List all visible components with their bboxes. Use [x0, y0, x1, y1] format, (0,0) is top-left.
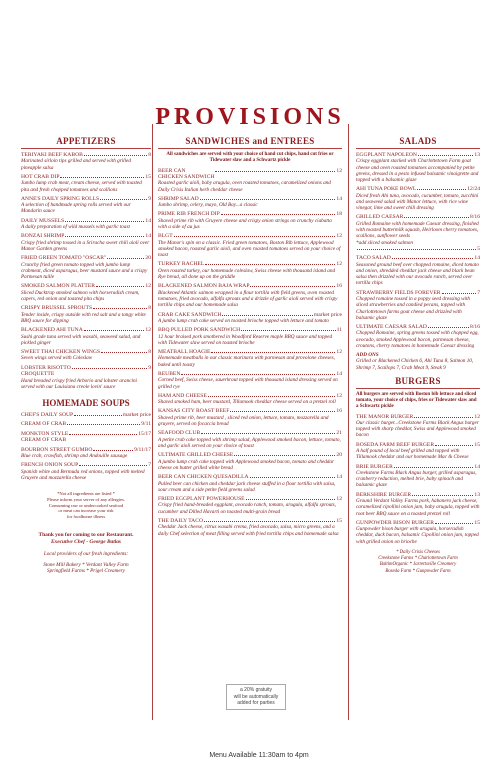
menu-item-line [21, 412, 151, 418]
soups-heading: HOMEMADE SOUPS [42, 397, 130, 408]
menu-item-price: 15/17 [138, 430, 151, 437]
dot-leader [414, 417, 473, 418]
menu-item-name: THE DAILY TACO [158, 517, 203, 524]
menu-item [21, 283, 151, 302]
dot-leader [221, 214, 336, 215]
menu-item-name: SMOKED SALMON PLATTER [21, 283, 95, 290]
menu-item [356, 464, 480, 489]
page-title: PROVISIONS [155, 104, 345, 130]
menu-item-description: Hand breaded crispy fried Arborio and lobster arancini served with our Louisiana creole lovin' sauce [21, 377, 137, 390]
menu-item [158, 496, 342, 515]
dot-leader [93, 450, 133, 451]
menu-item-name: BEER CAN CHICKEN QUESADILLA [158, 474, 249, 481]
dot-leader [435, 445, 473, 446]
dot-leader [215, 171, 335, 172]
menu-item-name: HOT CRAB DIP [21, 173, 60, 180]
menu-item [21, 327, 151, 346]
menu-item-description: Tender inside, crispy outside with red salt and a tangy white BBQ sauce for dipping [21, 311, 146, 324]
menu-item [356, 520, 480, 545]
menu-item-extra [356, 246, 480, 252]
dot-leader [222, 315, 312, 316]
appetizers-heading: APPETIZERS [21, 136, 151, 149]
menu-item [21, 412, 151, 418]
dot-leader [357, 249, 476, 250]
menu-item-description: Jumbo lump crab meat, cream cheese, served with toasted pita and fresh chopped tomatoes and scallions [21, 180, 142, 193]
menu-item [21, 305, 151, 324]
menu-item-price: 8/16 [470, 323, 480, 330]
dot-leader [204, 521, 335, 522]
menu-item-name: MONKTON STYLE CREAM OF CRAB [21, 430, 69, 444]
providers-line: Springfield Farms * Prigel Creamery [47, 568, 125, 575]
menu-item [21, 421, 151, 427]
left-column [21, 136, 151, 575]
menu-item-price: 20 [145, 255, 151, 262]
menu-item [21, 462, 151, 481]
chef-name: Executive Chef - George Batlas [50, 538, 122, 545]
menu-item [21, 349, 151, 362]
menu-item-name: SHRIMP SALAD [158, 195, 199, 202]
menu-item-name: BOSEDA FARM BEEF BURGER [356, 441, 435, 448]
menu-item-name: SEAFOOD CLUB [158, 430, 201, 437]
menu-item-description: A jumbo lump crab cake served on toasted brioche topped with lettuce and tomato [158, 317, 329, 324]
menu-item-description: A daily preparation of wild mussels with garlic toast [21, 224, 130, 231]
menu-item-price: 11 [336, 327, 342, 334]
menu-item-price: market price [313, 311, 342, 318]
menu-item-name: REUBEN [158, 370, 181, 377]
menu-item [158, 283, 342, 308]
menu-item-name: ANNE'S DAILY SPRING ROLLS [21, 195, 100, 202]
menu-item-name: DAILY MUSSELS [21, 217, 65, 224]
menu-item-price: 8 [148, 152, 151, 158]
menu-item [356, 324, 480, 349]
menu-item-description: A petite crab cake topped with shrimp salad, Applewood smoked bacon, lettuce, tomato, and garlic aioli served on your choice of toast [158, 436, 341, 450]
menu-item [158, 518, 342, 537]
dot-leader [394, 467, 474, 468]
menu-item-price: 8 [148, 349, 151, 356]
menu-item-description: Homemade meatballs in our classic marinara with parmesan and provolone cheeses, baked until toasty [158, 355, 335, 368]
dot-leader [442, 293, 477, 294]
menu-item-price: 15 [474, 441, 480, 448]
menu-item-name: BBQ PULLED PORK SANDWICH [158, 327, 241, 334]
menu-item-price: 9 [148, 195, 151, 202]
menu-item-description: Oven roasted turkey, our homemade coleslaw, Swiss cheese with thousand island and Rye bread, all done up on the griddle [158, 267, 336, 281]
dot-leader [230, 411, 335, 412]
menu-item-description: Crispy eggplant stacked with Charlottetown Farm goat cheese and oven roasted tomatoes accompanied by petite greens, dressed in a pesto infused balsamic vinaigrette and topped with a balsamic glaze [356, 158, 479, 184]
menu-item [158, 349, 342, 368]
menu-item [21, 233, 151, 252]
soups-list [21, 412, 151, 481]
menu-item-price: 20 [336, 452, 342, 459]
menu-item-description: Diced fresh Ahi tuna, avocado, cucumber, tomato, zucchini and seaweed salad with Manor lettuce, with rice wine vinegar, lime and sweet chili dressing [356, 192, 479, 212]
note-line: for foodborne illness [66, 514, 106, 520]
menu-item-price: 14 [336, 195, 342, 202]
thank-you-note [21, 532, 151, 546]
menu-item [158, 312, 342, 325]
menu-item-description: Seven wings served with Coleslaw [21, 355, 93, 362]
menu-item [21, 365, 151, 390]
sandwiches-heading: SANDWICHES and ENTREES [158, 136, 342, 149]
menu-item-description: Spanish white and Bermuda red onions, topped with melted Gruyere and mozzarella cheese [21, 468, 145, 481]
dot-leader [200, 199, 336, 200]
menu-item [158, 327, 342, 346]
dot-leader [100, 199, 147, 200]
dot-leader [174, 236, 336, 237]
menu-item-price: 14 [474, 463, 480, 470]
menu-item-name: ULTIMATE GRILLED CHEESE [158, 452, 234, 459]
menu-item-description: Grilled Romaine with homemade Caesar dressing, finished with toasted buttermilk squash, Heirloom cherry tomatoes, scallions, sunflower seeds *add sliced smoked salmon [356, 220, 479, 246]
menu-item-name: HAM AND CHEESE [158, 392, 207, 399]
providers-line: Local providers of our fresh ingredients: [43, 550, 129, 557]
menu-item-line [21, 431, 151, 444]
menu-item-description: Our classic burger...Creekstone Farms Black Angus burger topped with sharp cheddar, Swiss and Applewood smoked bacon [356, 419, 479, 439]
dot-leader [241, 330, 335, 331]
dot-leader [69, 434, 137, 435]
menu-item [21, 174, 151, 193]
menu-item-description: Roasted garlic aioli, baby arugula, oven roasted tomatoes, caramelized onions and Daily Crisis Italian herb cheddar cheese [158, 180, 331, 193]
menu-item-description: Chopped romaine tossed in a poppy seed dressing with sliced strawberries and candied pecans, topped with Charlottetown farms goat cheese and drizzled with balsamic glaze [356, 296, 471, 321]
burgers-list [356, 414, 480, 545]
menu-item-price: 12/24 [467, 186, 480, 193]
menu-item-price: 12 [336, 233, 342, 240]
menu-item-description: Cheddar Jack cheese, citrus wasabi crema, fried avocado, salsa, micro greens, and a daily Chef selection of meat filling served with fried tortilla chips and homemade salsa [158, 524, 339, 537]
dot-leader [417, 189, 466, 190]
menu-item-name: BONZAI SHRIMP [21, 233, 65, 240]
menu-item-name: BRIE BURGER [356, 463, 393, 470]
menu-item-price: 14 [474, 255, 480, 262]
menu-item-description: Shaved prime rib with Gruyere cheese and crispy onion strings on crunchy ciabatta with a side of au jus [158, 217, 332, 231]
menu-item-description: Gunpowder bison burger with arugula, horseradish cheddar, duck bacon, balsamic Cipollini onion jam, topped with grilled onion on brioche [356, 526, 479, 545]
menu-item-price: 16 [336, 408, 342, 415]
menu-item-name: FRIED EGGPLANT POWERHOUSE [158, 496, 245, 503]
note-line: Consuming raw or undercooked seafood [48, 502, 124, 508]
menu-item-price: 8 [148, 305, 151, 312]
menu-item-name: TURKEY RACHEL [158, 261, 205, 268]
dot-leader [250, 286, 335, 287]
menu-item [158, 233, 342, 258]
menu-item-description: A jumbo lump crab cake topped with Applewood smoked bacon, tomato and cheddar cheese on butter grilled white bread [158, 458, 335, 471]
menu-item-name: TACO SALAD [356, 255, 391, 262]
menu-item-price: 14 [336, 370, 342, 377]
dot-leader [201, 433, 335, 434]
gratuity-line: a 20% gratuity [240, 687, 272, 693]
menu-item-name: ULTIMATE CAESAR SALAD [356, 323, 427, 330]
menu-item-price: 9 [148, 364, 151, 371]
menu-item-description: Blue crab, crawfish, shrimp and Andouille sausage [21, 453, 128, 460]
menu-item-name: LOBSTER RISOTTO CROQUETTE [21, 364, 71, 378]
dot-leader [84, 330, 145, 331]
menu-item-price: market price [122, 411, 151, 418]
menu-item-name: KANSAS CITY ROAST BEEF [158, 408, 230, 415]
burger-providers: * Daily Crisis Cheeses Creekstone Farms * Charlottetown Farm BaltimOrganic * Jarrettsville Creamery Boseda Farm * Gunpowder Farm [378, 549, 458, 574]
menu-item [356, 255, 480, 286]
dot-leader [211, 352, 335, 353]
menu-item-name: CHEF'S DAILY SOUP [21, 411, 74, 418]
salads-heading: SALADS [356, 136, 480, 149]
menu-item-description: A half pound of local beef grilled and topped with Tillamook cheddar and our homemade Mac & Cheese [356, 448, 469, 461]
menu-item [356, 152, 480, 183]
menu-item-price: 12 [145, 283, 151, 290]
menu-availability: Menu Available 11:30am to 4pm [209, 752, 309, 759]
menu-item [356, 442, 480, 461]
dot-leader [435, 523, 473, 524]
menu-item-price: 13 [474, 491, 480, 498]
menu-item-name: CREAM OF CRAB [21, 421, 67, 428]
dot-leader [181, 374, 335, 375]
menu-item [158, 168, 342, 193]
menu-item-name: PRIME RIB FRENCH DIP [158, 211, 220, 218]
menu-item [158, 474, 342, 493]
dot-leader [72, 368, 147, 369]
menu-item-extra-price: 5 [477, 245, 480, 252]
menu-item-price: 15 [474, 519, 480, 526]
menu-item-price: 8/16 [470, 214, 480, 221]
add-ons-title: ADD ONS [356, 352, 379, 359]
dot-leader [208, 396, 336, 397]
menu-item-price: 12 [336, 496, 342, 503]
middle-column [158, 136, 342, 540]
gratuity-box [226, 684, 286, 710]
menu-item [21, 196, 151, 215]
menu-item-name: FRIED GREEN TOMATO "OSCAR" [21, 255, 107, 262]
menu-item-price: 15 [336, 517, 342, 524]
thanks-line: Thank you for coming to our Restaurant. [38, 531, 134, 538]
menu-item-name: STRAWBERRY FIELDS FOREVER [356, 289, 441, 296]
dot-leader [234, 455, 335, 456]
menu-item-name: BLACKENED SALMON BAJA WRAP [158, 283, 250, 290]
menu-item-price: 12 [336, 261, 342, 268]
menu-item-name: GRILLED CAESAR [356, 214, 404, 221]
menu-item-price: 18 [336, 211, 342, 218]
menu-item-price: 9/11/17 [134, 446, 151, 453]
menu-item-description: 12 hour braised pork smothered in Woodford Reserve maple BBQ sauce and topped with Tidewater slaw served on toasted brioche [158, 333, 333, 346]
menu-item-price: 14 [336, 474, 342, 481]
menu-item-description: Chopped Romaine, spring greens tossed with chopped egg, avocado, smoked Applewood bacon, parmesan cheese, croutons, cherry tomatoes in homemade Caesar dressing [356, 330, 479, 349]
menu-item [158, 261, 342, 280]
menu-item-price: 7 [148, 462, 151, 469]
menu-item-price: 16 [336, 283, 342, 290]
menu-item-name: FRENCH ONION SOUP [21, 462, 79, 469]
menu-item-price: 12 [474, 413, 480, 420]
menu-item-description: Marinated sirloin tips grilled and served with grilled pineapple salsa [21, 158, 131, 171]
menu-item-name: BLGT [158, 233, 173, 240]
menu-item [158, 393, 342, 406]
menu-item [356, 492, 480, 517]
menu-item [21, 152, 151, 171]
dot-leader [96, 286, 144, 287]
menu-item [356, 214, 480, 252]
menu-item-name: AHI TUNA POKE BOWL [356, 186, 417, 193]
menu-item-name: THE MANOR BURGER [356, 413, 414, 420]
menu-item-description: Crispy fried hand-breaded eggplant, avocado ranch, tomato, arugula, alfalfa sprouts, cucumber and Dilled Havarti on toasted multi-grain bread [158, 502, 336, 515]
menu-item-description: Shaved smoked ham, beer mustard, Tillamook cheddar cheese served on a pretzel roll [158, 399, 336, 406]
menu-item-line [21, 421, 151, 427]
menu-item-price: 12 [336, 349, 342, 356]
burgers-heading: BURGERS [356, 376, 480, 389]
menu-item [21, 218, 151, 231]
menu-item-line [158, 168, 342, 181]
menu-item-description: Shaved prime rib, beer mustard , sliced red onion, lettuce, tomato, mozzarella and gruyere, served on focaccia bread [158, 414, 329, 428]
menu-item [158, 430, 342, 449]
menu-item-name: GUNPOWDER BISON BURGER [356, 519, 435, 526]
gratuity-line: will be automatically [233, 693, 279, 700]
providers-line: Stone Mill Bakery * Verdant Valley Farm [43, 561, 129, 568]
menu-item-price: 7 [477, 289, 480, 296]
menu-item-price: 13 [474, 152, 480, 158]
sandwiches-list [158, 168, 342, 537]
menu-item-name: MEATBALL HOAGIE [158, 349, 211, 356]
dot-leader [205, 264, 335, 265]
dot-leader [418, 155, 473, 156]
dot-leader [79, 465, 147, 466]
menu-item-name: BEER CAN CHICKEN SANDWICH [158, 167, 215, 180]
menu-item [158, 408, 342, 427]
add-ons [356, 352, 480, 371]
menu-item-name: TERIYAKI BEEF KABOB [21, 152, 83, 158]
menu-item-price: 21 [336, 430, 342, 437]
menu-item [21, 431, 151, 444]
gratuity-line: added for parties [237, 700, 275, 706]
providers-note [21, 551, 151, 575]
menu-item-name: EGGPLANT NAPOLEON [356, 152, 417, 158]
dot-leader [65, 236, 144, 237]
menu-item [158, 211, 342, 230]
menu-item [158, 196, 342, 209]
menu-item-price: 12 [336, 392, 342, 399]
menu-item-price: 12 [336, 167, 342, 174]
menu-item-line [21, 365, 151, 378]
menu-item-description: Pulled beer can chicken and cheddar jack cheese stuffed in a flour tortilla with salsa, sour cream and a side petite field greens salad [158, 480, 336, 493]
dot-leader [60, 177, 144, 178]
menu-item-description: Blackened Atlantic salmon wrapped in a flour tortilla with field greens, oven roasted tomatoes, fried avocado, alfalfa sprouts and a drizzle of garlic aioli served with crispy tortilla chips and our homemade salsa [158, 289, 338, 309]
menu-item-description: Sushi grade tuna served with wasabi, seaweed salad, and pickled ginger [21, 333, 141, 346]
burgers-intro: All burgers are served with Boston bib lettuce and sliced tomato, your choice of chips, fries or Tidewater slaw and a Schwartz pickle [356, 391, 477, 410]
dot-leader [412, 495, 473, 496]
menu-item-name: BOURBON STREET GUMBO [21, 446, 93, 453]
sandwiches-intro: All sandwiches are served with your choice of hand cut chips, hand cut fries or Tidewater slaw and a Schwartz pickle [166, 152, 334, 164]
menu-item-price: 14 [145, 233, 151, 240]
note-line: or meat can increase your risk [58, 508, 114, 514]
menu-item-name: BERKSHIRE BURGER [356, 491, 412, 498]
menu-item [21, 255, 151, 280]
menu-item-price: 9/11 [141, 421, 151, 428]
menu-item-description: The Manor's spin on a classic. Fried green tomatoes, Boston Bib lettuce, Applewood smoked bacon, roasted garlic aioli, and oven roasted tomatoes served on your choice of toast [158, 239, 341, 259]
dot-leader [107, 258, 144, 259]
menu-item-description: Jumbo shrimp, celery, mayo, Old Bay...a classic [158, 202, 258, 209]
menu-item-description: Crispy fried shrimp tossed in a Sriracha sweet chili aioli over Manor Garden greens [21, 239, 150, 252]
menu-item [21, 447, 151, 460]
dot-leader [392, 258, 474, 259]
right-column [356, 136, 480, 575]
allergy-note [21, 491, 151, 520]
menu-item [356, 414, 480, 439]
menu-item-price: 15 [145, 173, 151, 180]
dot-leader [84, 155, 147, 156]
menu-item-price: 12 [145, 327, 151, 334]
dot-leader [93, 308, 147, 309]
salads-list [356, 152, 480, 349]
menu-item-name: BLACKENED AHI TUNA [21, 327, 83, 334]
menu-item-description: Ground Verdant Valley Farms pork, habanero jack cheese, caramelized cipollini onion jam, baby arugula, topped with root beer BBQ sauce on a toasted pretzel roll [356, 498, 480, 517]
menu-item-price: 14 [145, 217, 151, 224]
note-line: Please inform your server of any allergies. [47, 496, 125, 502]
dot-leader [250, 477, 336, 478]
menu-item-description: Seasoned ground beef over chopped romaine, diced tomato and onion, shredded cheddar jack cheese and black bean salsa then drizzled with our avocado ranch, served over tortilla chips [356, 261, 479, 287]
menu-item-description: A selection of handmade spring rolls served with our Mandarin sauce [21, 202, 131, 215]
dot-leader [101, 352, 147, 353]
dot-leader [404, 217, 469, 218]
dot-leader [246, 499, 336, 500]
column-divider-left [152, 124, 153, 720]
menu-item [356, 186, 480, 211]
dot-leader [428, 327, 469, 328]
add-ons-text: Grilled or Blackened Chicken 6, Ahi Tuna 8, Salmon 10, Shrimp 7, Scallops 7, Crab Meat 9, Steak 9 [356, 358, 474, 371]
note-line: *Not all ingredients are listed * [57, 491, 115, 497]
menu-item-description: Corned beef, Swiss cheese, sauerkraut topped with thousand island dressing served on grilled rye [158, 377, 338, 390]
menu-item-name: CRISPY BRUSSEL SPROUTS [21, 305, 93, 312]
menu-item [158, 452, 342, 471]
menu-item [356, 290, 480, 321]
menu-item-name: SWEET THAI CHICKEN WINGS [21, 349, 101, 356]
menu-item [158, 371, 342, 390]
dot-leader [74, 415, 122, 416]
menu-item-description: Creekstone Farms Black Angus burger, grilled asparagus, cranberry reduction, melted brie, baby spinach and balsamic glaze [356, 470, 477, 489]
column-divider-right [348, 124, 349, 720]
menu-item-description: Crunchy fried green tomato topped with jumbo lump crabmeat, diced asparagus, beer mustard sauce and a crispy Parmesan tuille [21, 261, 148, 281]
menu-item-name: CRAB CAKE SANDWICH [158, 311, 222, 318]
menu-item-description: Sliced Ducktrap smoked salmon with horseradish cream, capers, red onion and toasted pita chips [21, 289, 140, 302]
dot-leader [67, 424, 140, 425]
appetizers-list [21, 152, 151, 390]
dot-leader [65, 221, 144, 222]
